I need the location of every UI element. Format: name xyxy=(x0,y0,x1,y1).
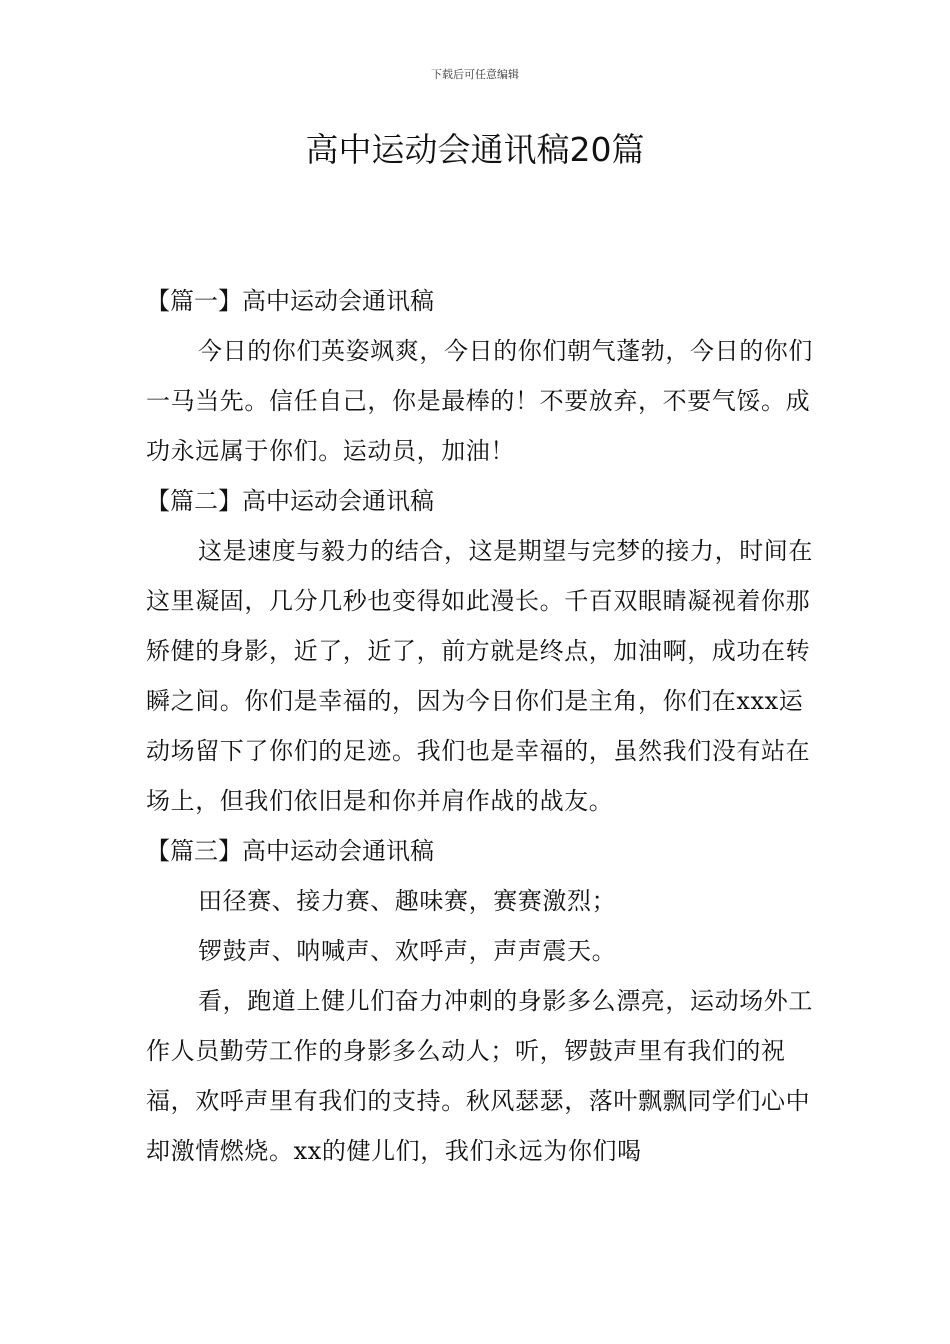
paragraph: 田径赛、接力赛、趣味赛，赛赛激烈； xyxy=(198,887,617,915)
header-note: 下载后可任意编辑 xyxy=(431,68,519,81)
paragraph: 锣鼓声、呐喊声、欢呼声，声声震天。 xyxy=(198,937,617,965)
section-heading: 【篇二】高中运动会通讯稿 xyxy=(146,487,434,515)
section-1 xyxy=(146,276,816,476)
section-2 xyxy=(146,476,816,826)
section-3 xyxy=(146,826,816,1176)
paragraph: 今日的你们英姿飒爽，今日的你们朝气蓬勃，今日的你们一马当先。信任自己，你是最棒的！不要放弃，不要气馁。成功永远属于你们。运动员，加油！ xyxy=(146,337,813,465)
paragraph: 看，跑道上健儿们奋力冲刺的身影多么漂亮，运动场外工作人员勤劳工作的身影多么动人；听，锣鼓声里有我们的祝福，欢呼声里有我们的支持。秋风瑟瑟，落叶飘飘同学们心中却激情燃烧。xx的健儿们，我们永远为你们喝 xyxy=(146,987,813,1165)
document-body xyxy=(146,276,816,1176)
section-heading: 【篇一】高中运动会通讯稿 xyxy=(146,287,434,315)
section-heading: 【篇三】高中运动会通讯稿 xyxy=(146,837,434,865)
paragraph: 这是速度与毅力的结合，这是期望与完梦的接力，时间在这里凝固，几分几秒也变得如此漫长。千百双眼睛凝视着你那矫健的身影，近了，近了，前方就是终点，加油啊，成功在转瞬之间。你们是幸福的，因为今日你们是主角，你们在xxx运动场留下了你们的足迹。我们也是幸福的，虽然我们没有站在场上，但我们依旧是和你并肩作战的战友。 xyxy=(146,537,813,815)
document-title: 高中运动会通讯稿20篇 xyxy=(305,130,645,169)
